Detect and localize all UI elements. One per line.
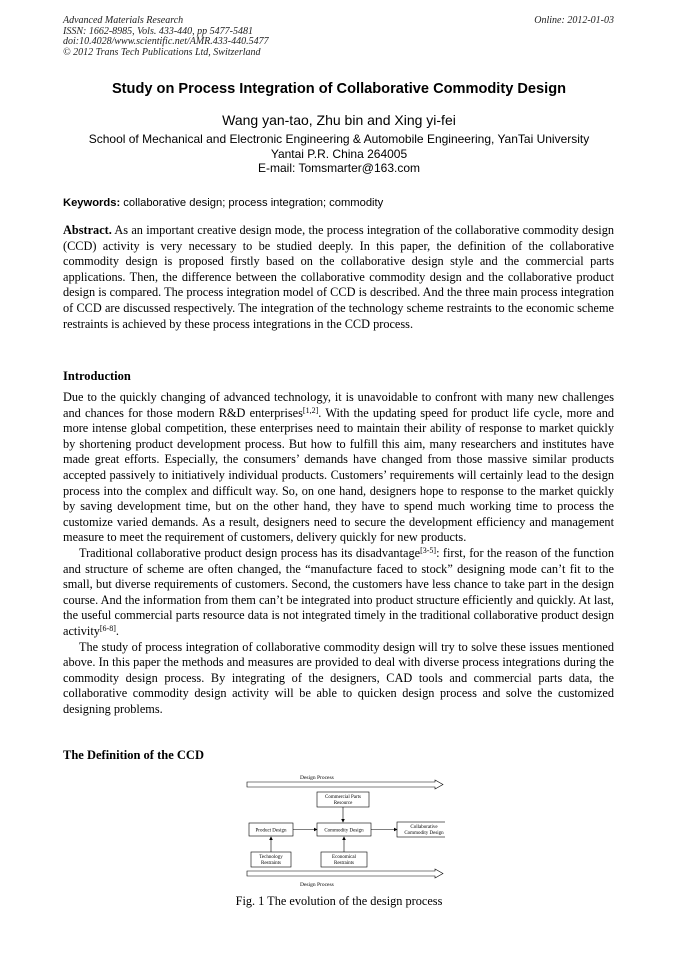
product-design-label: Product Design: [255, 828, 287, 834]
keywords-label: Keywords:: [63, 197, 121, 209]
bottom-design-process-arrow: [247, 869, 443, 878]
citation-ref: [6-8]: [99, 623, 116, 633]
paper-title: Study on Process Integration of Collaborative Commodity Design: [111, 81, 567, 97]
issn-line: ISSN: 1662-8985, Vols. 433-440, pp 5477-5481: [63, 25, 253, 37]
affiliation-email: E-mail: Tomsmarter@163.com: [258, 161, 420, 175]
introduction-body: [63, 390, 614, 717]
affiliation-line-1: School of Mechanical and Electronic Engineering & Automobile Engineering, YanTai University: [88, 132, 590, 146]
commercial-parts-label-2: Resource: [333, 801, 353, 806]
running-header: [63, 16, 269, 58]
collaborative-label-1: Collaborative: [410, 825, 438, 830]
bottom-arrow-label: Design Process: [300, 882, 334, 888]
intro-p2-text-c: .: [115, 623, 119, 638]
intro-p1-text-b: . With the updating speed for product life cycle, more and more intense global competition, these enterprises need to maintain their ability of response to market quickly by shortening product development process. But how to fulfill this aim, many researchers and institutes have made great efforts. Especially, the consumers’ demands have changed from those massive similar products accepted passively to initiatively individual products. Customers’ requirements will certainly lead to the design process into the complex and difficult way. So, on one hand, designers hope to response to the market quickly by saving development time, but on the other hand, they have to spend much working time to process the customize varied demands. As a result, designers need to secure the development efficiency and management measure to meet the requirement of customers, delivery quickly for new products.: [63, 405, 614, 545]
journal-name: Advanced Materials Research: [63, 15, 184, 26]
abstract-label: Abstract.: [63, 223, 112, 237]
collaborative-label-2: Commodity Design: [404, 831, 444, 836]
economical-restraints-label-1: Economical: [332, 855, 356, 860]
intro-p1-text-a: Due to the quickly changing of advanced technology, it is unavoidable to confront with many new challenges and chances for those modern R&D enterprises: [63, 390, 614, 420]
affiliation: [0, 132, 678, 176]
figure-caption: Fig. 1 The evolution of the design process: [235, 894, 443, 908]
intro-p2-text-a: Traditional collaborative product design process has its disadvantage: [79, 545, 421, 560]
keywords-text: collaborative design; process integration; commodity: [120, 197, 384, 209]
intro-paragraph-3: The study of process integration of collaborative commodity design will try to solve these issues mentioned above. In this paper the methods and measures are provided to deal with diverse process integrations during the commodity design process. By integrating of the designers, CAD tools and commercial parts data, the collaborative commodity design activity will be able to quicken design process and solve the customized designing problems.: [63, 639, 614, 716]
economical-restraints-label-2: Restraints: [334, 861, 354, 866]
technology-restraints-label-2: Restraints: [261, 861, 281, 866]
intro-p2-text-b: : first, for the reason of the function and structure of scheme are often changed, the “manufacture faced to stock” designing mode can’t fit to the small, but diverse requirements of customers. Second, the customers have less chance to take part in the design course. And the information from them can’t be integrated into product structure efficiently and quickly. At last, the useful commercial parts resource data is not integrated timely in the traditional collaborative product design activity: [63, 545, 614, 638]
paper-authors: Wang yan-tao, Zhu bin and Xing yi-fei: [222, 112, 456, 128]
citation-ref: [1,2]: [302, 405, 319, 415]
abstract-text: As an important creative design mode, the process integration of the collaborative commodity design (CCD) activity is very necessary to be studied deeply. In this paper, the definition of the collaborative commodity design is proposed firstly based on the collaborative design style and the commercial parts applications. Then, the difference between the collaborative commodity design and the collaborative product design is compared. The process integration model of CCD is described. And the three main process integration of CCD are discussed respectively. The integration of the technology scheme restraints to the economic scheme restraints is achieved by these process integrations in the CCD process.: [63, 223, 614, 331]
citation-ref: [3-5]: [420, 545, 437, 555]
abstract: [63, 223, 614, 332]
intro-paragraph-1: [63, 390, 614, 546]
section-heading-definition: The Definition of the CCD: [63, 748, 204, 762]
section-heading-introduction: Introduction: [63, 369, 131, 383]
top-arrow-label: Design Process: [300, 775, 334, 781]
doi-line: doi:10.4028/www.scientific.net/AMR.433-440.5477: [63, 36, 269, 47]
design-process-figure: [245, 770, 445, 888]
keywords: [63, 197, 383, 209]
intro-paragraph-2: [63, 546, 614, 640]
commercial-parts-label-1: Commercial Parts: [325, 795, 361, 800]
technology-restraints-label-1: Technology: [259, 855, 283, 860]
top-design-process-arrow: [247, 780, 443, 789]
copyright-line: © 2012 Trans Tech Publications Ltd, Switzerland: [63, 46, 261, 58]
affiliation-line-2: Yantai P.R. China 264005: [270, 146, 408, 161]
commodity-design-label: Commodity Design: [324, 828, 364, 834]
online-date: Online: 2012-01-03: [534, 15, 614, 26]
